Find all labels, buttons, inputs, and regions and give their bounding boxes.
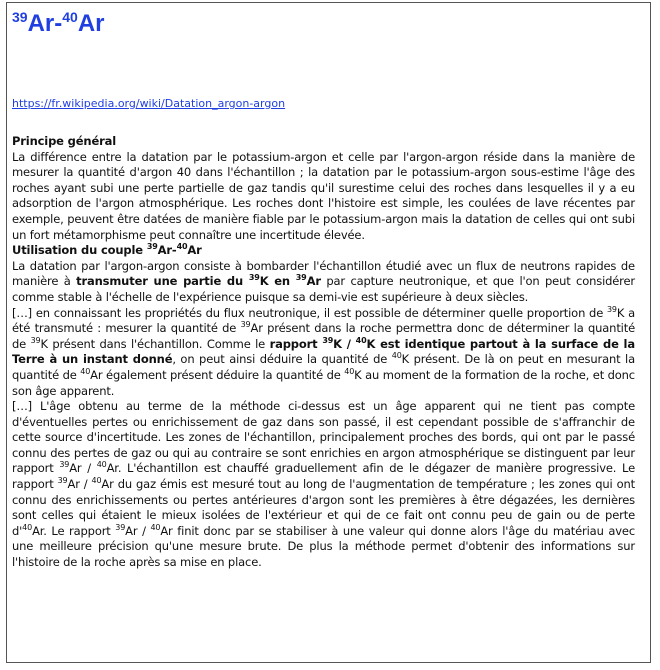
section-heading-utilisation: Utilisation du couple $^{39}$Ar-$^{40}$Ar [12, 242, 202, 258]
page-title: $^{39}$Ar-$^{40}$Ar [12, 9, 105, 37]
paragraph-principe: La différence entre la datation par le potassium-argon et celle par l'argon-argon réside dans la manière de mesurer la quantité d'argon 40 dans l'échantillon ; la datation par le potassium-argon sous-estime l'âge des roches ayant subi une perte partielle de gaz tandis qu'il surestime celui des roches dans lesquelles il y a eu adsorption de l'argon atmosphérique. Les roches dont l'histoire est simple, les coulées de lave récentes par exemple, peuvent être datées de manière fiable par le potassium-argon mais la datation de celles qui ont subi un fort métamorphisme peut connaître une incertitude élevée. [12, 149, 635, 242]
document-body [12, 134, 635, 571]
paragraph-utilisation-1: La datation par l'argon-argon consiste à bombarder l'échantillon étudié avec un flux de neutrons rapides de manière à transmuter une partie du $^{39}$K en $^{39}$Ar par capture neutronique, et que l'on peut considérer comme stable à l'échelle de l'expérience puisque sa demi-vie est supérieure à deux siècles. [12, 258, 636, 304]
paragraph-utilisation-3: […] L'âge obtenu au terme de la méthode ci-dessus est un âge apparent qui ne tient pas compte d'éventuelles pertes ou enrichissement de gaz dans son passé, il est cependant possible de s'affranchir de cette source d'incertitude. Les zones de l'échantillon, principalement proches des bords, qui ont par le passé connu des pertes de gaz ou qui au contraire se sont enrichies en argon atmosphérique se distinguent par leur rapport $^{39}$Ar / $^{40}$Ar. L'échantillon est chauffé graduellement afin de le dégazer de manière progressive. Le rapport $^{39}$Ar / $^{40}$Ar du gaz émis est mesuré tout au long de l'augmentation de température ; les zones qui ont connu des enrichissements ou pertes antérieures d'argon sont les premières à être dégazées, les dernières sont celles qui étaient le mieux isolées de l'extérieur et qui de ce fait ont connu peu de gain ou de perte $d'^{40}Ar$. Le rapport $^{39}$Ar / $^{40}$Ar finit donc par se stabiliser à une valeur qui donne alors l'âge du matériau avec une meilleure précision qu'une mesure brute. De plus la méthode permet d'obtenir des informations sur l'histoire de la roche après sa mise en place. [12, 399, 636, 570]
source-link[interactable]: https://fr.wikipedia.org/wiki/Datation_argon-argon [12, 97, 286, 110]
paragraph-utilisation-2: […] en connaissant les propriétés du flux neutronique, il est possible de déterminer quelle proportion de $^{39}$K a été transmuté : mesurer la quantité de $^{39}$Ar présent dans la roche permettra donc de déterminer la quantité de $^{39}$K présent dans l'échantillon. Comme le rapport $^{39}$K / $^{40}$K est identique partout à la surface de la Terre à un instant donné, on peut ainsi déduire la quantité de $^{40}$K présent. De là on peut en mesurant la quantité de $^{40}$Ar également présent déduire la quantité de $^{40}$K au moment de la formation de la roche, et donc son âge apparent. [12, 304, 636, 398]
section-heading-principe: Principe général [12, 134, 117, 148]
